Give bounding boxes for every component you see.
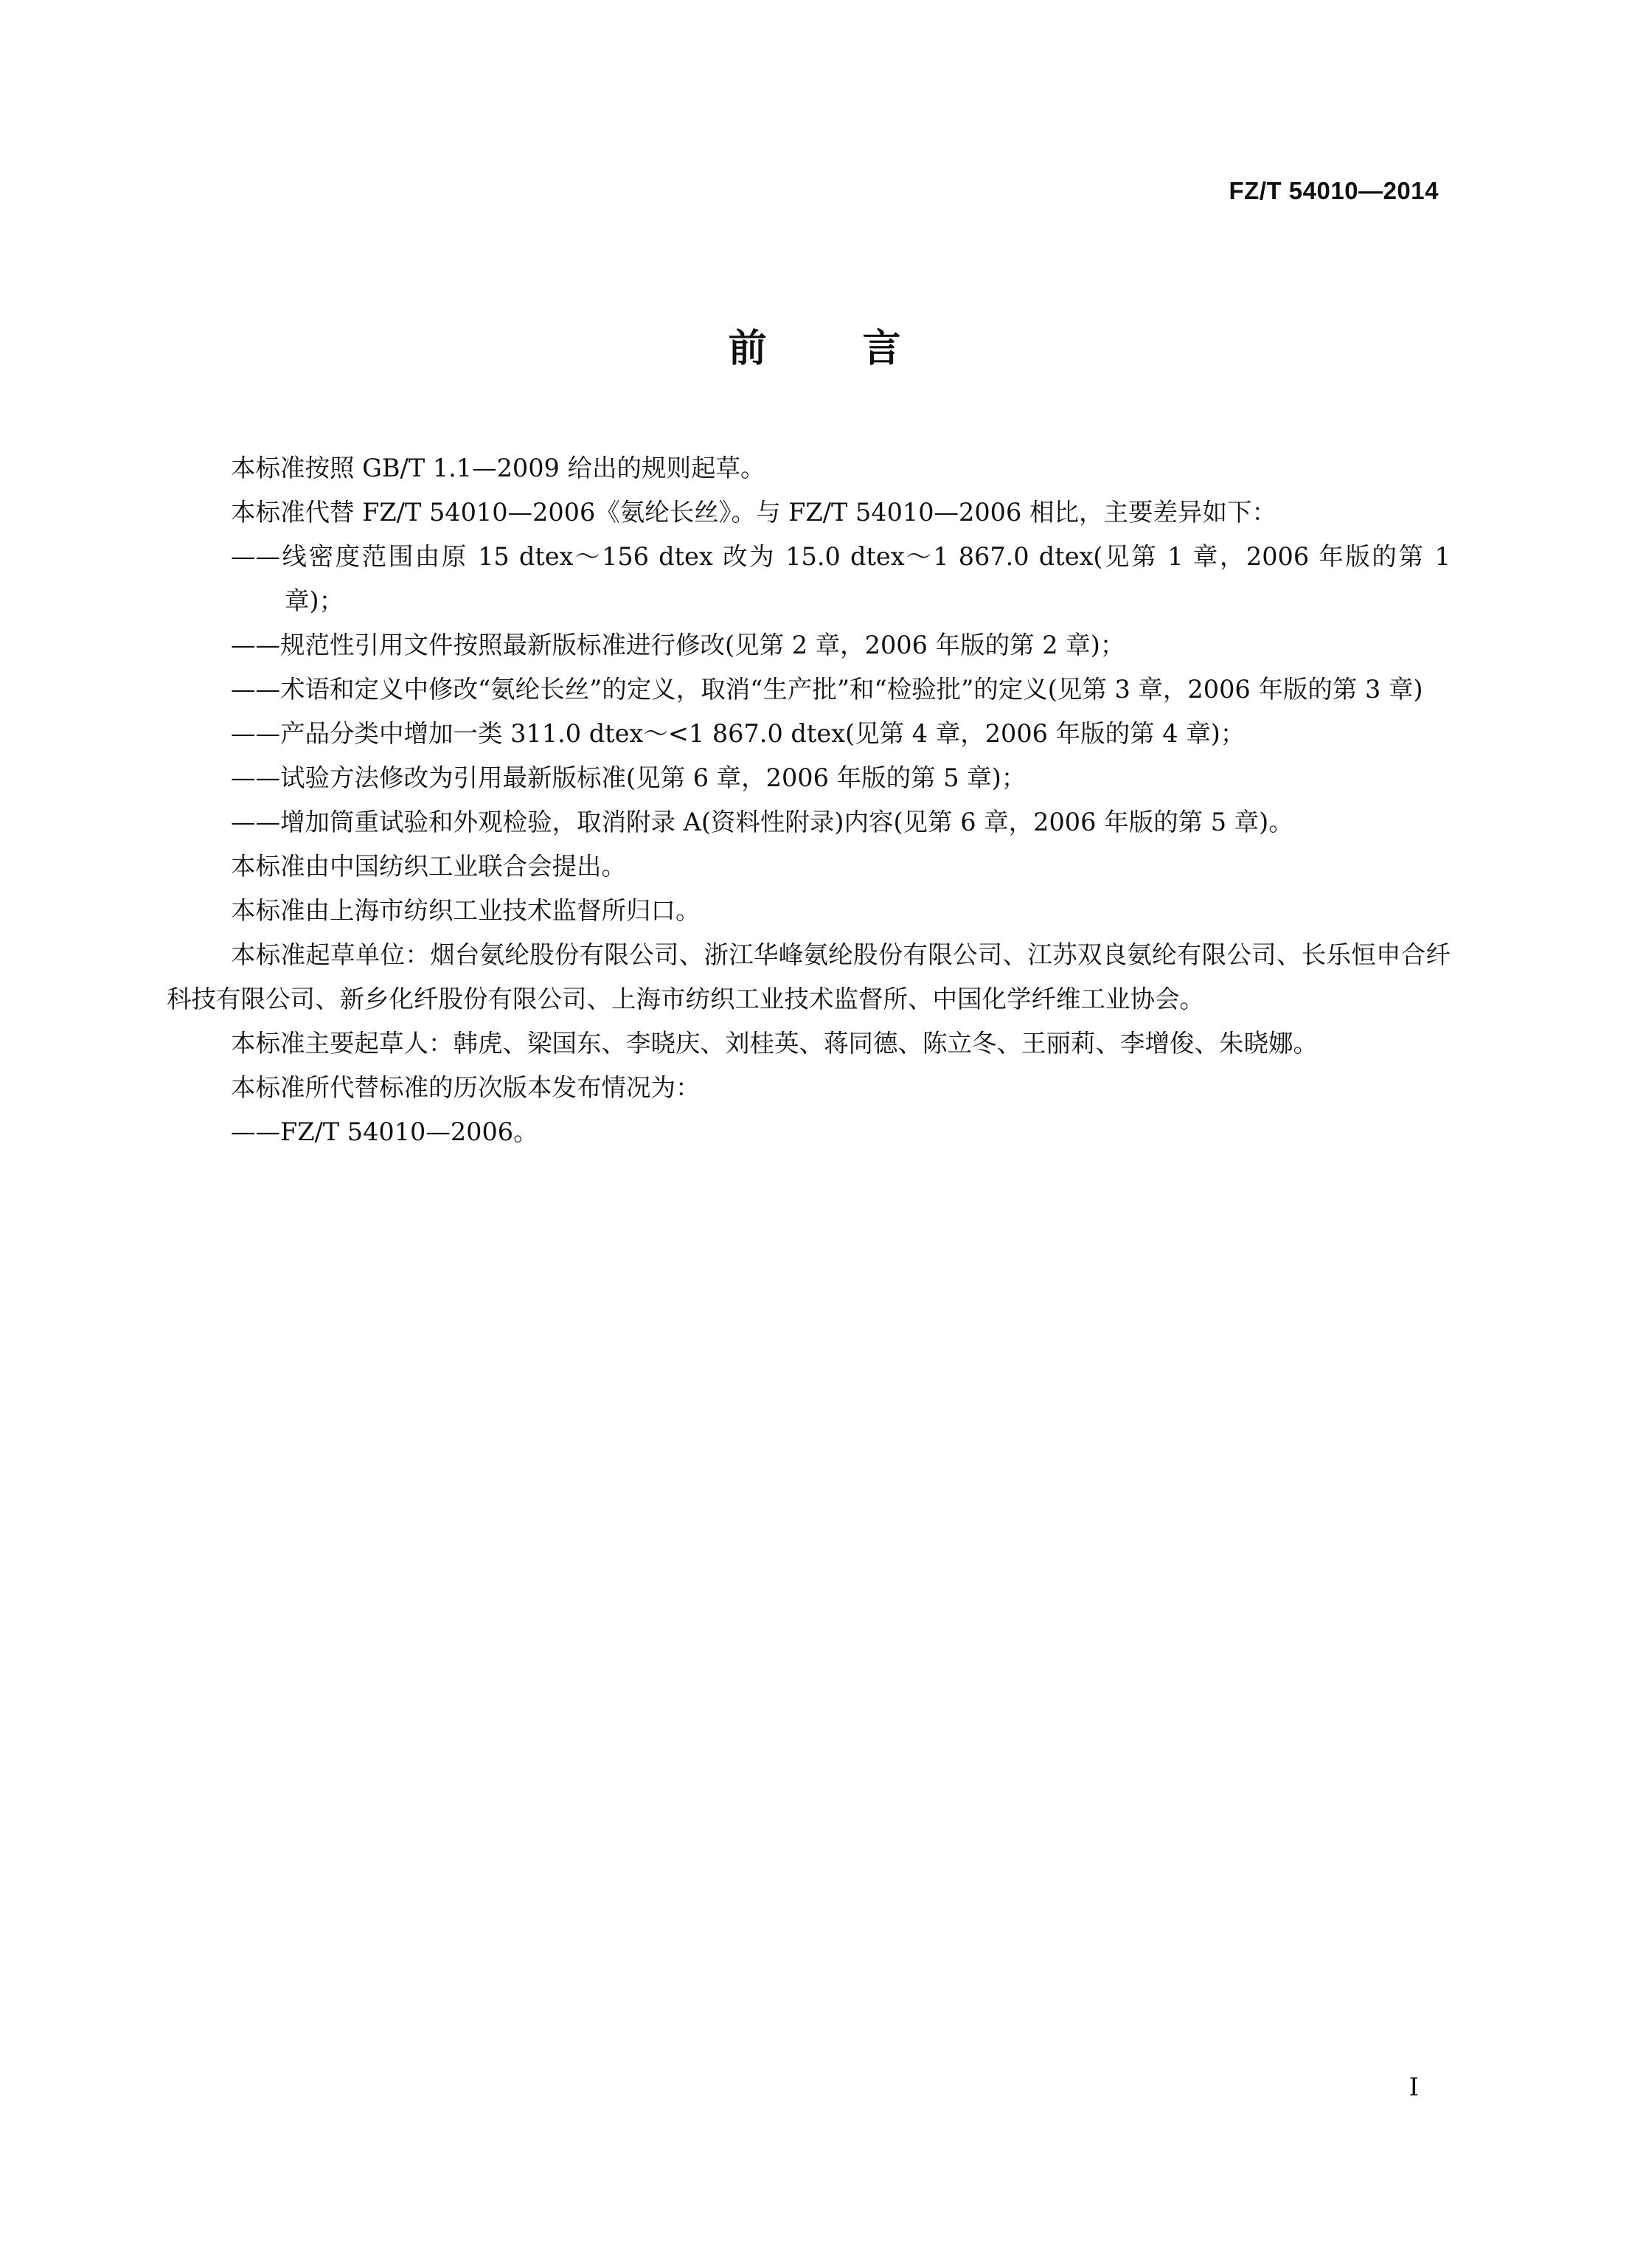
- change-item: ——术语和定义中修改“氨纶长丝”的定义，取消“生产批”和“检验批”的定义(见第 3 章，2006 年版的第 3 章): [231, 675, 1423, 704]
- change-item: ——线密度范围由原 15 dtex～156 dtex 改为 15.0 dtex～1 867.0 dtex(见第 1 章，2006 年版的第 1 章)；: [231, 542, 1451, 615]
- page-number: I: [1409, 2073, 1419, 2102]
- change-item: ——规范性引用文件按照最新版标准进行修改(见第 2 章，2006 年版的第 2 章)；: [231, 631, 1125, 659]
- document-code: FZ/T 54010—2014: [1229, 177, 1439, 204]
- change-item: ——试验方法修改为引用最新版标准(见第 6 章，2006 年版的第 5 章)；: [231, 763, 1027, 792]
- page-title: 前言: [728, 327, 997, 371]
- proposer-paragraph: 本标准由中国纺织工业联合会提出。: [231, 852, 626, 881]
- change-item: ——增加筒重试验和外观检验，取消附录 A(资料性附录)内容(见第 6 章，2006 年版的第 5 章)。: [231, 808, 1293, 836]
- history-intro-paragraph: 本标准所代替标准的历次版本发布情况为：: [231, 1073, 701, 1102]
- replacement-paragraph: 本标准代替 FZ/T 54010—2006《氨纶长丝》。与 FZ/T 54010—2006 相比，主要差异如下：: [231, 498, 1277, 527]
- document-body: [167, 446, 1451, 1154]
- drafters-paragraph: 本标准主要起草人：韩虎、梁国东、李晓庆、刘桂英、蒋同德、陈立冬、王丽莉、李增俊、朱晓娜。: [231, 1029, 1318, 1058]
- administrator-paragraph: 本标准由上海市纺织工业技术监督所归口。: [231, 896, 701, 925]
- history-item: ——FZ/T 54010—2006。: [231, 1117, 538, 1146]
- drafting-units-paragraph: 本标准起草单位：烟台氨纶股份有限公司、浙江华峰氨纶股份有限公司、江苏双良氨纶有限公司、长乐恒申合纤科技有限公司、新乡化纤股份有限公司、上海市纺织工业技术监督所、中国化学纤维工业协会。: [167, 940, 1451, 1013]
- drafting-rule-paragraph: 本标准按照 GB/T 1.1—2009 给出的规则起草。: [231, 454, 765, 482]
- change-item: ——产品分类中增加一类 311.0 dtex～<1 867.0 dtex(见第 4 章，2006 年版的第 4 章)；: [231, 719, 1246, 748]
